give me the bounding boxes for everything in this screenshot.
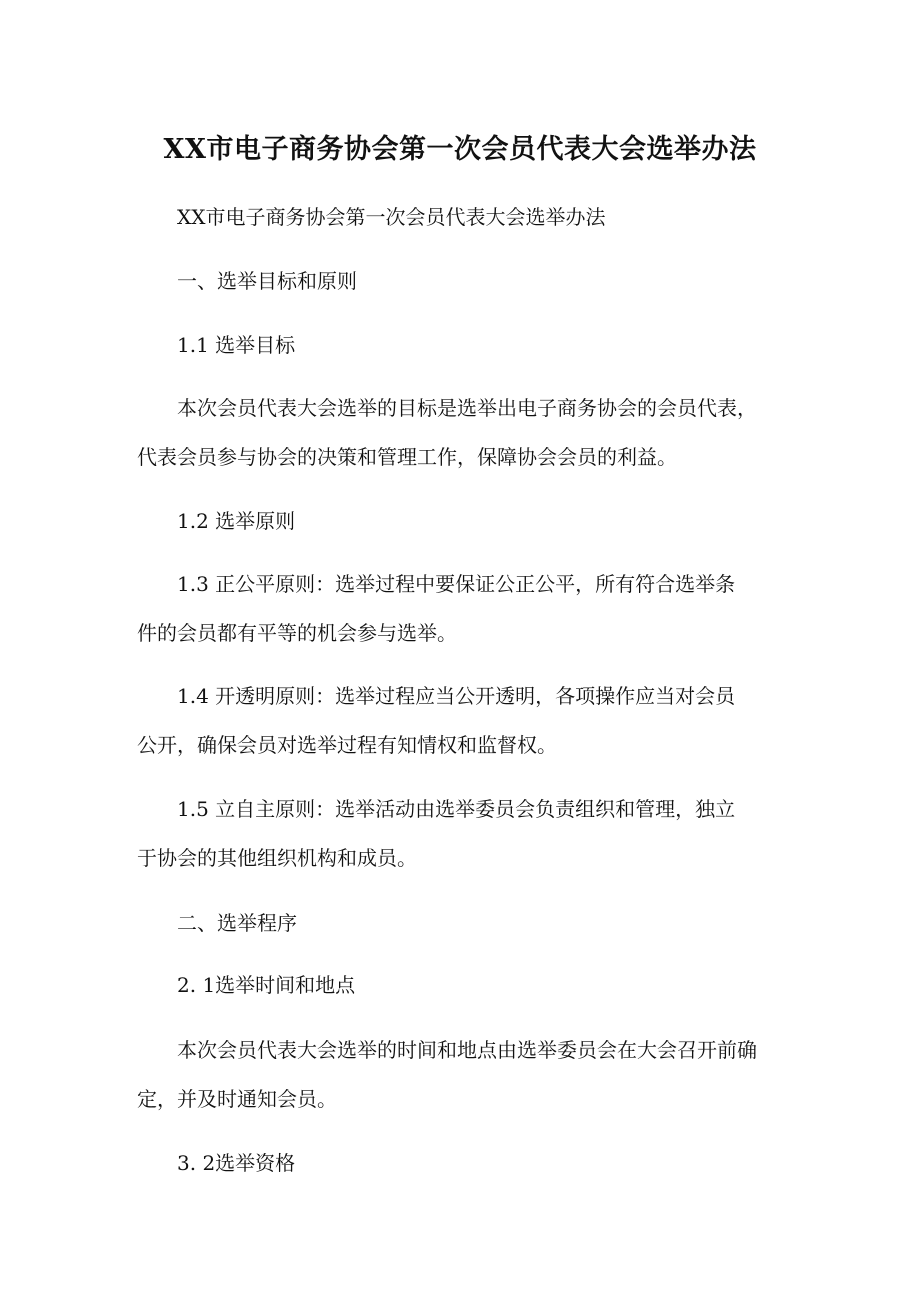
paragraph-line: 代表会员参与协会的决策和管理工作，保障协会会员的利益。 [137,445,677,469]
subtitle-line: XX市电子商务协会第一次会员代表大会选举办法 [177,205,606,229]
paragraph-line: 于协会的其他组织机构和成员。 [137,846,417,870]
section-heading-1: 一、选举目标和原则 [177,269,357,293]
section-heading-2: 二、选举程序 [177,911,297,935]
paragraph-line: 公开，确保会员对选举过程有知情权和监督权。 [137,733,557,757]
subsection-heading-2-1: 2. 1选举时间和地点 [177,973,356,997]
paragraph-line: 1.3 正公平原则：选举过程中要保证公正公平，所有符合选举条 [177,572,736,596]
paragraph-line: 定，并及时通知会员。 [137,1087,337,1111]
paragraph-line: 本次会员代表大会选举的时间和地点由选举委员会在大会召开前确 [177,1038,757,1062]
paragraph-line: 1.5 立自主原则：选举活动由选举委员会负责组织和管理，独立 [177,797,736,821]
paragraph-line: 件的会员都有平等的机会参与选举。 [137,621,457,645]
paragraph-line: 本次会员代表大会选举的目标是选举出电子商务协会的会员代表， [177,396,757,420]
subsection-heading-1-2: 1.2 选举原则 [177,509,296,533]
subsection-heading-3-2: 3. 2选举资格 [177,1151,296,1175]
subsection-heading-1-1: 1.1 选举目标 [177,333,296,357]
document-title: XX市电子商务协会第一次会员代表大会选举办法 [163,134,757,165]
paragraph-line: 1.4 开透明原则：选举过程应当公开透明，各项操作应当对会员 [177,684,736,708]
